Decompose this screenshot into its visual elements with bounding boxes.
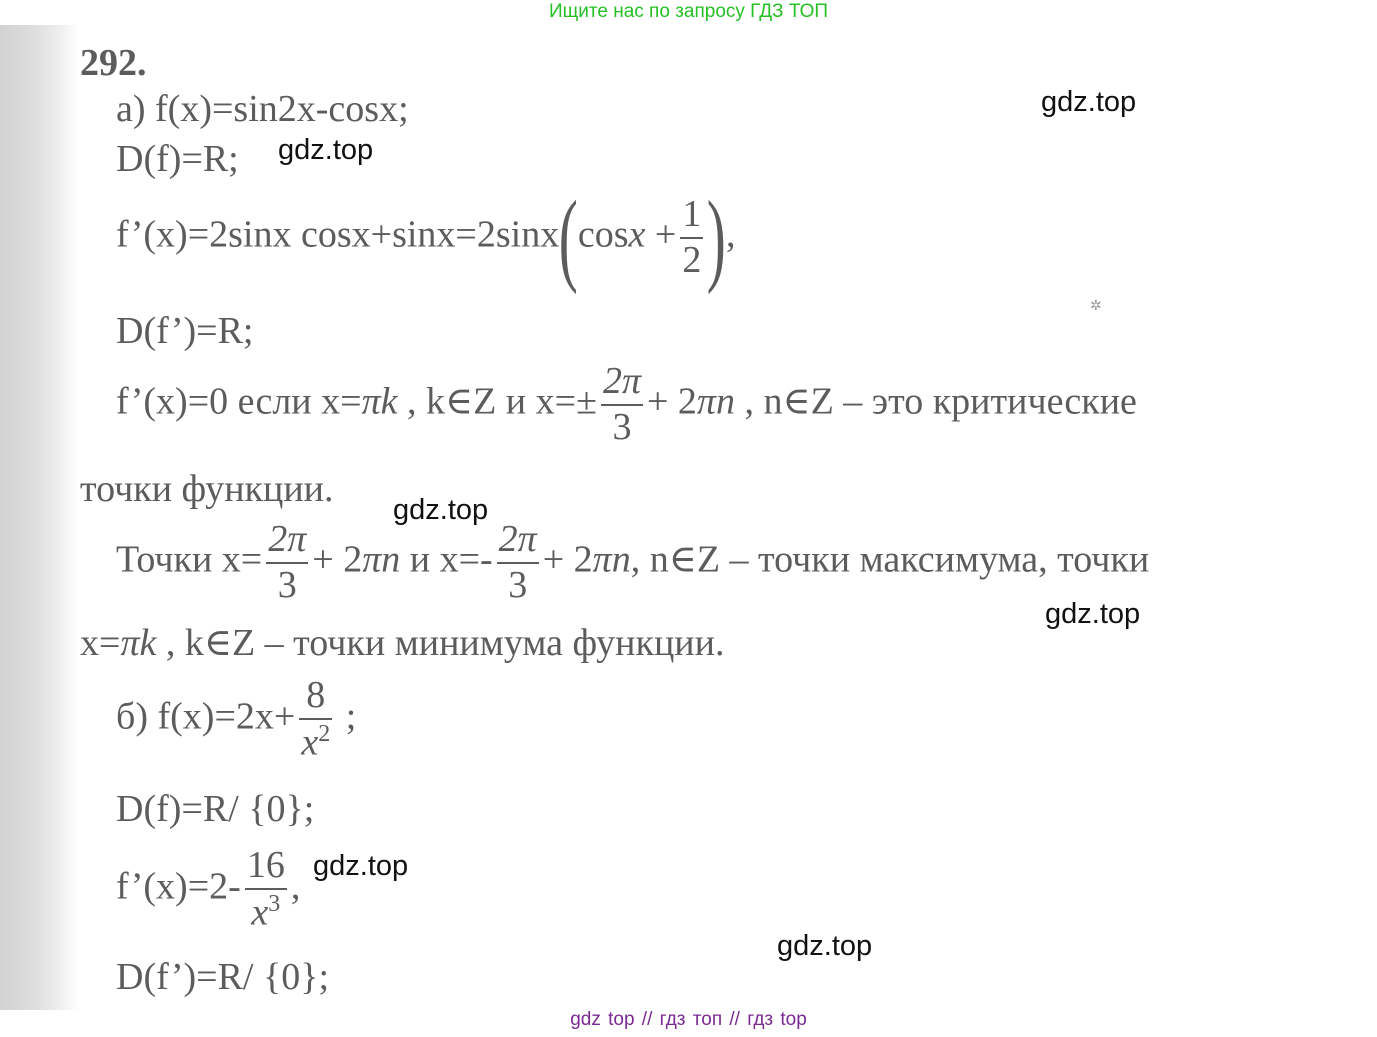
- part-b-function: б) f(x)=2x+ $\frac{8}{x^2}$ ;: [116, 674, 357, 764]
- watermark: gdz.top: [1045, 598, 1141, 630]
- part-a-derivative-domain: D(f’)=R;: [116, 310, 254, 352]
- watermark: gdz.top: [393, 494, 489, 526]
- part-a-domain: D(f)=R;: [116, 138, 239, 180]
- part-a-critical-points: f’(x)=0 если x=πk , k∈Z и x=± $\frac{2\pi}{3}$ + 2πn , n∈Z – это критические: [116, 360, 1137, 448]
- watermark: gdz.top: [777, 930, 873, 962]
- watermark: gdz.top: [1041, 86, 1137, 118]
- left-paren: (: [558, 180, 579, 295]
- part-b-derivative: f’(x)=2- $\frac{16}{x^3}$ ,: [116, 844, 301, 934]
- top-banner: Ищите нас по запросу ГДЗ ТОП: [548, 1, 829, 22]
- fraction-two-pi-over-three: $\frac{2\pi}{3}$: [268, 518, 307, 606]
- fraction-sixteen-over-x-cubed: $\frac{16}{x^3}$: [246, 844, 285, 934]
- part-a-derivative: f’(x)=2sinx cosx+sinx=2sinx(cosx + $\frac{1}{2}$ ),: [116, 180, 736, 295]
- deriv-var: x: [628, 213, 646, 256]
- deriv-plus: +: [654, 213, 677, 256]
- problem-number: 292.: [80, 42, 147, 84]
- part-a-critical-continuation: точки функции.: [80, 468, 334, 510]
- part-a-minimum-points: x=πk , k∈Z – точки минимума функции.: [80, 622, 725, 664]
- deriv-left: f’(x)=2sinx cosx+sinx=2sinx: [116, 213, 560, 256]
- part-b-derivative-domain: D(f’)=R/ {0};: [116, 956, 330, 998]
- watermark: gdz.top: [313, 850, 409, 882]
- deriv-inner: cos: [577, 213, 629, 256]
- scan-speck: ✲: [1090, 298, 1102, 314]
- fraction-two-pi-over-three: $\frac{2\pi}{3}$: [498, 518, 537, 606]
- right-paren: ): [707, 180, 727, 295]
- footer-links: gdz top // гдз топ // гдз top: [570, 1009, 807, 1030]
- fraction-one-half: $\frac{1}{2}$: [682, 193, 702, 281]
- part-a-function: а) f(x)=sin2x-cosx;: [116, 88, 409, 130]
- scan-shadow: [0, 25, 78, 1010]
- watermark: gdz.top: [278, 134, 374, 166]
- fraction-eight-over-x-squared: $\frac{8}{x^2}$: [301, 674, 331, 764]
- part-a-maximum-points: Точки x= $\frac{2\pi}{3}$ + 2πn и x=- $\frac{2\pi}{3}$ + 2πn, n∈Z – точки максимума, точки: [116, 518, 1150, 606]
- fraction-two-pi-over-three: $\frac{2\pi}{3}$: [602, 360, 641, 448]
- part-b-domain: D(f)=R/ {0};: [116, 788, 315, 830]
